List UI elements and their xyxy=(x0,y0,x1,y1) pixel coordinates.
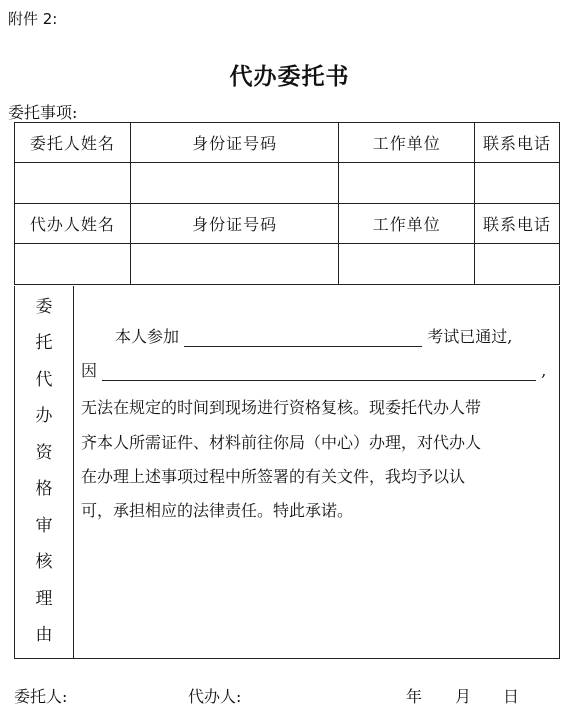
principal-id-header: 身份证号码 xyxy=(130,123,339,163)
cause-blank[interactable] xyxy=(102,363,536,381)
body-line: 在办理上述事项过程中所签署的有关文件，我均予以认 xyxy=(81,467,466,486)
principal-id-field[interactable] xyxy=(130,163,339,204)
cause-suffix: , xyxy=(541,361,547,380)
principal-employer-header: 工作单位 xyxy=(339,123,475,163)
agent-name-header: 代办人姓名 xyxy=(15,204,131,244)
reason-label-char: 代 xyxy=(35,370,53,390)
body-line: 无法在规定的时间到现场进行资格复核。现委托代办人带 xyxy=(81,398,482,417)
reason-label-char: 核 xyxy=(35,552,53,572)
date-year-label: 年 xyxy=(406,687,423,706)
attachment-label: 附件 2: xyxy=(8,10,58,28)
principal-employer-field[interactable] xyxy=(339,163,475,204)
reason-label-column xyxy=(15,286,74,658)
principal-signature-label: 委托人: xyxy=(14,687,68,706)
reason-label-char: 资 xyxy=(35,443,53,463)
reason-label-char: 托 xyxy=(35,333,53,353)
date-day-label: 日 xyxy=(503,687,520,706)
agent-header-row xyxy=(15,204,560,244)
principal-name-header: 委托人姓名 xyxy=(15,123,131,163)
cause-line xyxy=(81,358,551,381)
agent-id-header: 身份证号码 xyxy=(130,204,339,244)
principal-phone-header: 联系电话 xyxy=(475,123,560,163)
principal-input-row xyxy=(15,163,560,204)
cause-prefix: 因 xyxy=(81,361,98,380)
reason-label-char: 审 xyxy=(35,516,53,536)
reason-label-char: 委 xyxy=(35,297,53,317)
principal-phone-field[interactable] xyxy=(475,163,560,204)
exam-name-blank[interactable] xyxy=(184,329,422,347)
agent-phone-header: 联系电话 xyxy=(475,204,560,244)
agent-employer-header: 工作单位 xyxy=(339,204,475,244)
body-line: 齐本人所需证件、材料前往你局（中心）办理，对代办人 xyxy=(81,433,482,452)
document-title: 代办委托书 xyxy=(229,63,350,90)
reason-label-char: 办 xyxy=(35,406,53,426)
exam-suffix: 考试已通过, xyxy=(427,327,513,346)
agent-phone-field[interactable] xyxy=(475,244,560,285)
exam-line xyxy=(115,324,551,347)
date-month-label: 月 xyxy=(455,687,472,706)
reason-label-char: 理 xyxy=(35,589,53,609)
reason-label-char: 由 xyxy=(35,625,53,645)
exam-prefix: 本人参加 xyxy=(115,327,180,346)
entrust-matter-label: 委托事项: xyxy=(8,103,78,122)
agent-name-field[interactable] xyxy=(15,244,131,285)
info-table xyxy=(14,122,560,285)
agent-id-field[interactable] xyxy=(130,244,339,285)
principal-name-field[interactable] xyxy=(15,163,131,204)
agent-input-row xyxy=(15,244,560,285)
reason-label-char: 格 xyxy=(35,479,53,499)
principal-header-row xyxy=(15,123,560,163)
agent-signature-label: 代办人: xyxy=(188,687,242,706)
reason-body xyxy=(73,286,559,658)
body-line: 可，承担相应的法律责任。特此承诺。 xyxy=(81,501,354,520)
reason-section xyxy=(14,286,560,659)
agent-employer-field[interactable] xyxy=(339,244,475,285)
